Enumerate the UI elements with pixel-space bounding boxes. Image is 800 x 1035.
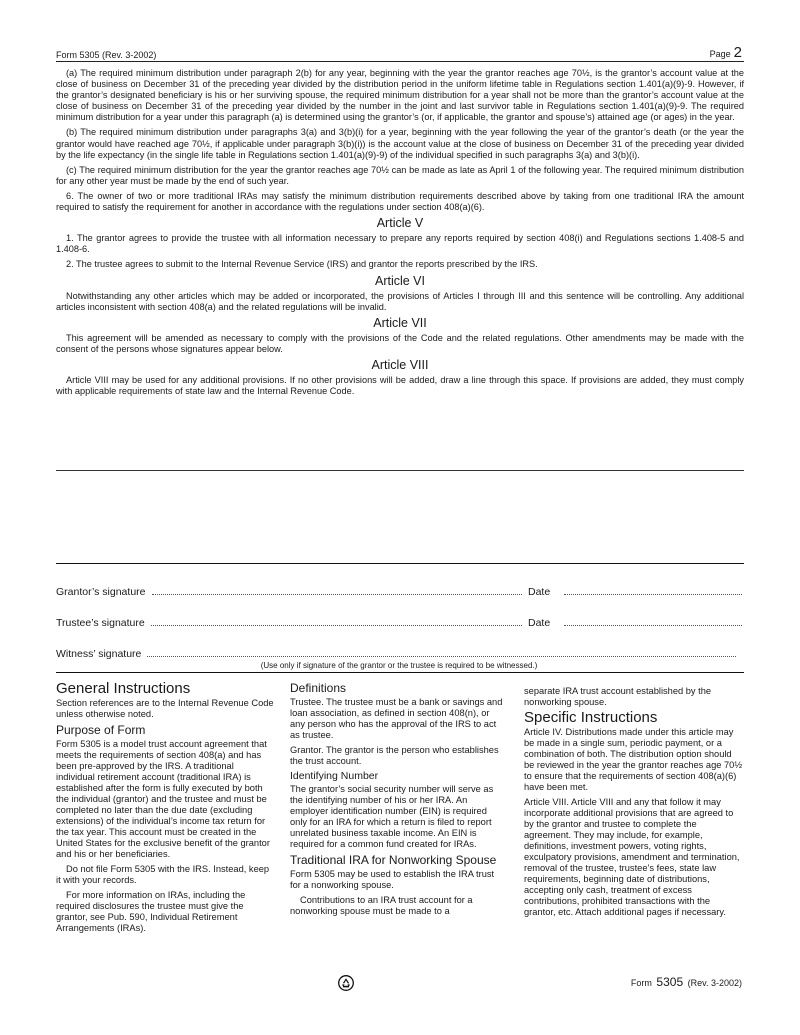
paragraph-a: (a) The required minimum distribution under paragraph 2(b) for any year, beginning with the year the grantor reaches age 70½, is the grantor’s account value at the close of business on December 31 of the preceding year divided by the distribution period in the uniform lifetime table in Regulations section 1.401(a)(9)-9. However, if the grantor’s designated beneficiary is his or her surviving spouse, the required minimum distribution for a year shall not be more than the grantor’s account value at the close of business on December 31 of the preceding year divided by the number in the joint and last survivor table in Regulations section 1.401(a)(9)-9. The required minimum distribution for a year under this paragraph (a) is determined using the grantor’s (or, if applicable, the grantor and spouse’s) attained age (or ages) in the year. bbox=[56, 68, 744, 123]
purpose-heading: Purpose of Form bbox=[56, 723, 146, 737]
paragraph-6: 6. The owner of two or more traditional IRAs may satisfy the minimum distribution requirements described above by taking from one traditional IRA the amount required to satisfy the requirement for another in accordance with the regulations under section 408(a)(6). bbox=[56, 190, 744, 213]
article-8-para: Article VIII may be used for any additional provisions. If no other provisions will be added, draw a line through this space. If provisions are added, they must comply with applicable requirements of state law and the Internal Revenue Code. bbox=[56, 375, 744, 397]
definitions-heading: Definitions bbox=[290, 681, 347, 695]
trustee-signature-row bbox=[56, 617, 742, 629]
grantor-definition: Grantor. The grantor is the person who establishes the trust account. bbox=[290, 745, 499, 766]
trustee-date-label: Date bbox=[528, 617, 551, 629]
grantor-date-label: Date bbox=[528, 586, 551, 598]
general-instructions-title: General Instructions bbox=[56, 680, 191, 697]
paragraph-b: (b) The required minimum distribution under paragraphs 3(a) and 3(b)(i) for a year, beginning with the year following the year of the grantor’s death (or the year the grantor would have reached age 70½, if applicable under paragraph 3(b)(i)) is the account value at the close of business on December 31 of the preceding year divided by the life expectancy (in the single life table in Regulations section 1.401(a)(9)-9) of the individual specified in such paragraphs 3(a) and 3(b)(i). bbox=[56, 127, 744, 160]
purpose-para-3: For more information on IRAs, including the required disclosures the trustee must give the grantor, see Pub. 590, Individual Retirement Arrangements (IRAs). bbox=[56, 890, 246, 933]
article-7-para: This agreement will be amended as necessary to comply with the provisions of the Code and the related regulations. Other amendments may be made with the consent of the persons whose signatures appear below. bbox=[56, 332, 744, 354]
article-6-title: Article VI bbox=[374, 273, 425, 288]
general-instructions-column bbox=[56, 680, 274, 938]
header-rule bbox=[56, 61, 744, 62]
article-8-instructions: Article VIII. Article VIII and any that follow it may incorporate additional provisions that are agreed to by the grantor and trustee to complete the agreement. They may include, for example, definitions, investment powers, voting rights, exculpatory provisions, amendment and termination, removal of the trustee, trustee’s fees, state law requirements, beginning date of distributions, accepting only cash, treatment of excess contributions, prohibited transactions with the grantor, etc. Attach additional pages if necessary. bbox=[524, 797, 740, 917]
purpose-para-2: Do not file Form 5305 with the IRS. Instead, keep it with your records. bbox=[56, 864, 270, 885]
article-6-para: Notwithstanding any other articles which may be added or incorporated, the provisions of Articles I through III and this sentence will be controlling. Any additional articles inconsistent with section 408(a) and the related regulations will be invalid. bbox=[56, 290, 744, 312]
article-5-para-2: 2. The trustee agrees to submit to the Internal Revenue Service (IRS) and grantor the reports prescribed by the IRS. bbox=[66, 259, 538, 270]
article-5-title: Article V bbox=[376, 216, 424, 231]
specific-instructions-column bbox=[524, 686, 744, 922]
nonworking-spouse-para-2: Contributions to an IRA trust account for a nonworking spouse must be made to a bbox=[290, 895, 473, 916]
trustee-definition: Trustee. The trustee must be a bank or savings and loan association, as defined in section 408(n), or any person who has the approval of the IRS to act as trustee. bbox=[290, 697, 503, 740]
footer-form-id bbox=[631, 975, 742, 989]
page-number: 2 bbox=[733, 44, 742, 61]
trustee-date-line[interactable] bbox=[564, 618, 742, 626]
identifying-number-heading: Identifying Number bbox=[290, 770, 379, 782]
recycle-icon bbox=[338, 975, 354, 991]
nonworking-spouse-para-1: Form 5305 may be used to establish the IRA trust for a nonworking spouse. bbox=[290, 869, 495, 890]
witness-signature-row bbox=[56, 648, 742, 660]
article-4-instructions: Article IV. Distributions made under this article may be made in a single sum, periodic payment, or a combination of both. The distribution option should be reviewed in the year the grantor reaches age 70½ to ensure that the requirements of section 408(a)(6) have been met. bbox=[524, 727, 743, 792]
article-8-space-bottom-rule bbox=[56, 563, 744, 564]
purpose-para-1: Form 5305 is a model trust account agreement that meets the requirements of section 408(a) and has been pre-approved by the IRS. A traditional individual retirement account (traditional IRA) is established after the form is fully executed by both the individual (grantor) and the trustee and must be completed no later than the due date (excluding extensions) of the individual’s income tax return for the tax year. This account must be created in the United States for the exclusive benefit of the grantor and his or her beneficiaries. bbox=[56, 739, 270, 859]
grantor-signature-row bbox=[56, 586, 742, 598]
footer-form-label: Form bbox=[630, 978, 652, 988]
grantor-date-line[interactable] bbox=[564, 587, 742, 595]
footer-revision: (Rev. 3-2002) bbox=[687, 978, 742, 988]
article-5-para-1: 1. The grantor agrees to provide the trustee with all information necessary to prepare any reports required by section 408(i) and Regulations sections 1.408-5 and 1.408-6. bbox=[56, 233, 744, 255]
article-8-title: Article VIII bbox=[371, 358, 429, 373]
trustee-signature-line[interactable] bbox=[151, 618, 522, 626]
form-id-header: Form 5305 (Rev. 3-2002) bbox=[56, 50, 157, 60]
article-7-title: Article VII bbox=[373, 315, 427, 330]
trustee-signature-label: Trustee’s signature bbox=[56, 617, 145, 629]
agreement-body bbox=[56, 68, 744, 401]
specific-instructions-title: Specific Instructions bbox=[524, 709, 658, 726]
general-instructions-intro: Section references are to the Internal Revenue Code unless otherwise noted. bbox=[56, 698, 274, 719]
identifying-number-para: The grantor’s social security number will serve as the identifying number of his or her IRA. An employer identification number (EIN) is required only for an IRA for which a return is filed to report unrelated business taxable income. An EIN is required for a common fund created for IRAs. bbox=[290, 784, 494, 849]
nonworking-spouse-heading: Traditional IRA for Nonworking Spouse bbox=[290, 853, 497, 867]
witness-signature-line[interactable] bbox=[147, 649, 736, 657]
grantor-signature-line[interactable] bbox=[152, 587, 523, 595]
witness-signature-label: Witness’ signature bbox=[56, 648, 142, 660]
signature-bottom-rule bbox=[56, 672, 744, 673]
article-8-space-top-rule bbox=[56, 470, 744, 471]
grantor-signature-label: Grantor’s signature bbox=[56, 586, 146, 598]
witness-note: (Use only if signature of the grantor or the trustee is required to be witnessed.) bbox=[260, 661, 538, 670]
page-label: Page bbox=[709, 49, 731, 59]
nonworking-spouse-continued: separate IRA trust account established by the nonworking spouse. bbox=[524, 686, 712, 707]
footer-form-number: 5305 bbox=[656, 975, 684, 989]
definitions-column bbox=[290, 683, 506, 921]
paragraph-c: (c) The required minimum distribution for the year the grantor reaches age 70½ can be made as late as April 1 of the following year. The required minimum distribution for any other year must be made by the end of such year. bbox=[56, 164, 744, 186]
page-number-header bbox=[710, 44, 742, 61]
